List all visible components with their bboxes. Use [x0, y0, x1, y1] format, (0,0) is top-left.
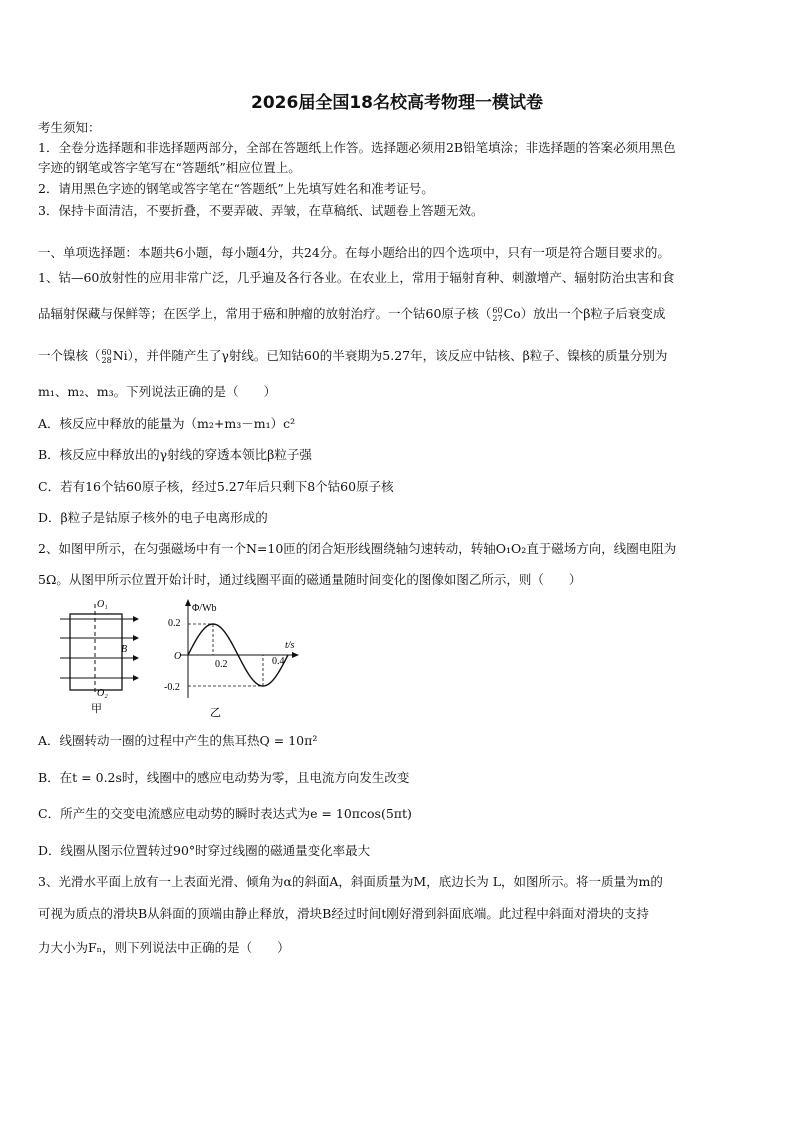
page-title: 2026届全国18名校高考物理一模试卷 — [251, 93, 543, 113]
coil-rectangle — [70, 614, 122, 690]
y-tick-neg: -0.2 — [164, 682, 180, 693]
label-b: B — [121, 644, 128, 655]
field-arrow-icons — [133, 616, 139, 681]
x-axis-arrow-icon — [292, 652, 299, 658]
q1-line-4: m₁、m₂、m₃。下列说法正确的是（ ） — [38, 384, 277, 399]
q2-line-2: 5Ω。从图甲所示位置开始计时，通过线圈平面的磁通量随时间变化的图像如图乙所示，则（ ） — [38, 572, 582, 587]
nickel-nuclide — [102, 349, 112, 365]
y-axis-label: Φ/Wb — [192, 603, 217, 614]
q1-line-1: 1、钴—60放射性的应用非常广泛，几乎遍及各行各业。在农业上，常用于辐射育种、刺激增产、辐射防治虫害和食 — [38, 270, 675, 285]
q3-line-2: 可视为质点的滑块B从斜面的顶端由静止释放，滑块B经过时间t刚好滑到斜面底端。此过程中斜面对滑块的支持 — [38, 906, 649, 921]
flux-graph — [160, 598, 310, 720]
origin-label: O — [174, 651, 182, 662]
q1-line-3 — [38, 348, 758, 365]
section-heading: 一、单项选择题：本题共6小题，每小题4分，共24分。在每小题给出的四个选项中，只有一项是符合题目要求的。 — [38, 245, 670, 260]
cobalt-nuclide — [492, 307, 502, 323]
nickel-symbol: Ni — [112, 348, 128, 363]
cobalt-mass-number: 60 — [492, 305, 503, 315]
q2-option-a: A．线圈转动一圈的过程中产生的焦耳热Q = 10π² — [38, 733, 318, 748]
q1-option-b: B．核反应中释放出的γ射线的穿透本领比β粒子强 — [38, 447, 312, 462]
q1-line-3b: ），并伴随产生了γ射线。已知钴60的半衰期为5.27年，该反应中钴核、β粒子、镍核的质量分别为 — [127, 348, 668, 363]
notice-item-3: 3．保持卡面清洁，不要折叠，不要弄破、弄皱，在草稿纸、试题卷上答题无效。 — [38, 203, 484, 218]
q1-line-2b: ）放出一个β粒子后衰变成 — [520, 306, 666, 321]
q3-line-1: 3、光滑水平面上放有一上表面光滑、倾角为α的斜面A，斜面质量为M，底边长为 L，如图所示。将一质量为m的 — [38, 874, 663, 889]
coil-diagram — [55, 596, 145, 718]
q3-line-3: 力大小为Fₙ，则下列说法中正确的是（ ） — [38, 940, 290, 955]
q2-option-b: B．在t = 0.2s时，线圈中的感应电动势为零，且电流方向发生改变 — [38, 770, 410, 785]
caption-yi: 乙 — [210, 707, 221, 719]
q2-option-d: D．线圈从图示位置转过90°时穿过线圈的磁通量变化率最大 — [38, 843, 371, 858]
cobalt-symbol: Co — [503, 306, 521, 321]
notice-item-1: 1．全卷分选择题和非选择题两部分，全部在答题纸上作答。选择题必须用2B铅笔填涂；非选择题的答案必须用黑色 — [38, 140, 676, 155]
q1-option-c: C．若有16个钴60原子核，经过5.27年后只剩下8个钴60原子核 — [38, 479, 394, 494]
x-tick-1: 0.2 — [215, 659, 228, 670]
label-o1: O₁ — [97, 599, 108, 610]
cobalt-atomic-number: 27 — [492, 313, 503, 323]
notice-item-1-cont: 字迹的钢笔或答字笔写在“答题纸”相应位置上。 — [38, 160, 301, 175]
x-axis-label: t/s — [285, 640, 295, 651]
q1-line-2a: 品辐射保藏与保鲜等；在医学上，常用于癌和肿瘤的放射治疗。一个钴60原子核（ — [38, 306, 492, 321]
notice-heading: 考生须知： — [38, 120, 101, 135]
q2-option-c: C．所产生的交变电流感应电动势的瞬时表达式为e = 10πcos(5πt) — [38, 806, 412, 821]
q1-line-3a: 一个镍核（ — [38, 348, 101, 363]
x-tick-2: 0.4 — [272, 656, 285, 667]
caption-jia: 甲 — [91, 703, 102, 715]
nickel-mass-number: 60 — [101, 347, 112, 357]
label-o2: O₂ — [97, 688, 108, 699]
notice-item-2: 2．请用黑色字迹的钢笔或答字笔在“答题纸”上先填写姓名和准考证号。 — [38, 181, 434, 196]
q1-option-a: A．核反应中释放的能量为（m₂+m₃－m₁）c² — [38, 416, 296, 431]
nickel-atomic-number: 28 — [101, 355, 112, 365]
q1-line-2 — [38, 306, 758, 323]
q1-option-d: D．β粒子是钴原子核外的电子电离形成的 — [38, 510, 268, 525]
y-tick-pos: 0.2 — [168, 618, 181, 629]
q2-line-1: 2、如图甲所示，在匀强磁场中有一个N=10匝的闭合矩形线圈绕轴匀速转动，转轴O₁O₂直于磁场方向，线圈电阻为 — [38, 541, 677, 556]
y-axis-arrow-icon — [185, 599, 191, 606]
